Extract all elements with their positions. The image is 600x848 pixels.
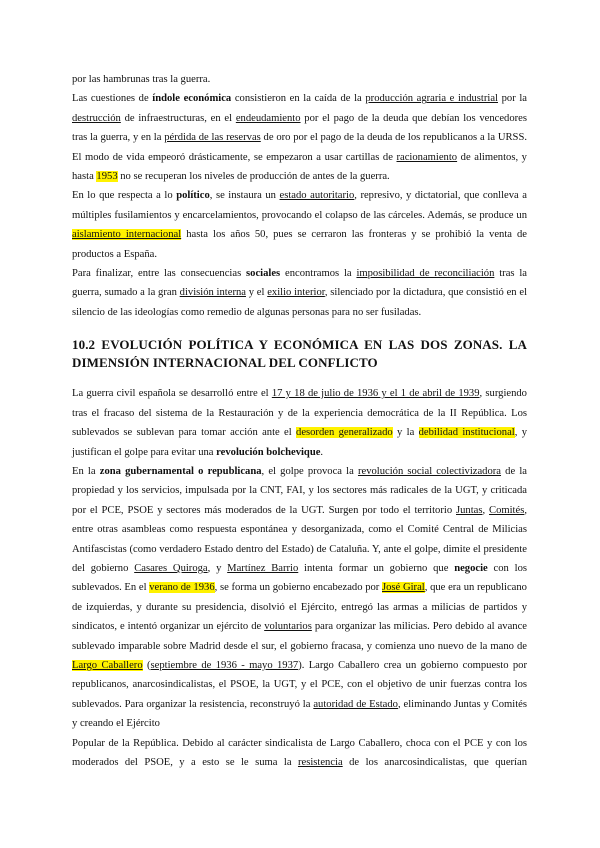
highlighted-text: verano de 1936: [149, 582, 215, 594]
section-heading: 10.2 EVOLUCIÓN POLÍTICA Y ECONÓMICA EN LAS DOS ZONAS. LA DIMENSIÓN INTERNACIONAL DEL CONFLICTO: [72, 337, 527, 371]
paragraph-social: Para finalizar, entre las consecuencias sociales encontramos la imposibilidad de reconciliación tras la guerra, sumado a la gran división interna y el exilio interior, silenciado por la dictadura, que consistió en el silencio de las ideologías como remedio de algunas personas para no ser fusiladas.: [72, 268, 528, 318]
highlighted-text: José Giral: [382, 582, 425, 594]
underlined-term: división interna: [179, 287, 246, 299]
underlined-term: racionamiento: [396, 151, 458, 163]
underlined-term: Martínez Barrio: [227, 562, 299, 574]
underlined-term: imposibilidad de reconciliación: [356, 268, 495, 280]
underlined-term: Juntas: [456, 504, 483, 516]
underlined-term: resistencia: [297, 757, 343, 768]
underlined-term: destrucción: [72, 112, 121, 124]
underlined-term: septiembre de 1936 - mayo 1937: [150, 659, 299, 671]
bold-term: zona gubernamental o republicana: [99, 465, 262, 477]
paragraph-economic: Las cuestiones de índole económica consistieron en la caída de la producción agraria e industrial por la destrucción de infraestructuras, en el endeudamiento por el pago de la deuda que debían los vencedores tras la guerra, y en la pérdida de las reservas de oro por el pago de la deuda de los republicanos a la URSS. El modo de vida empeoró drásticamente, se empezaron a usar cartillas de racionamiento de alimentos, y hasta 1953 no se recuperan los niveles de producción de antes de la guerra.: [72, 93, 527, 183]
bold-term: revolución bolchevique: [216, 446, 321, 458]
underlined-term: 17 y 18 de julio de 1936 y el 1 de abril de 1939: [271, 388, 480, 400]
bold-term: negocie: [454, 562, 488, 574]
document-page: [72, 70, 527, 772]
highlighted-text: aislamiento internacional: [72, 229, 182, 241]
underlined-term: autoridad de Estado: [313, 698, 398, 710]
highlighted-text: debilidad institucional: [418, 427, 515, 439]
underlined-term: exilio interior: [267, 287, 325, 299]
paragraph-republican-zone: En la zona gubernamental o republicana, el golpe provoca la revolución social colectivizadora de la propiedad y los servicios, impulsada por la CNT, FAI, y los sectores más radicales de la UGT, y criticada por el PCE, PSOE y sectores más moderados de la UGT. Surgen por todo el territorio Juntas, Comités, entre otras asambleas como respuesta espontánea y desorganizada, como el Comité Central de Milicias Antifascistas (como verdadero Estado dentro del Estado) de Cataluña. Y, ante el golpe, dimite el presidente del gobierno Casares Quiroga, y Martínez Barrio intenta formar un gobierno que negocie con los sublevados. En el verano de 1936, se forma un gobierno encabezado por José Giral, que era un republicano de izquierdas, y durante su presidencia, disolvió el Ejército, entregó las armas a milicias de partidos y sindicatos, e intentó organizar un ejército de voluntarios para organizar las milicias. Pero debido al avance sublevado imparable sobre Madrid desde el sur, el gobierno fracasa, y comienza uno nuevo de la mano de Largo Caballero (septiembre de 1936 - mayo 1937). Largo Caballero crea un gobierno compuesto por republicanos, anarcosindicalistas, el PSOE, la UGT, y el PCE, con el objetivo de unir fuerzas contra los sublevados. Para organizar la resistencia, reconstruyó la autoridad de Estado, eliminando Juntas y Comités y creando el Ejército: [72, 465, 528, 730]
underlined-term: pérdida de las reservas: [164, 132, 261, 144]
underlined-term: producción agraria e industrial: [365, 93, 498, 105]
underlined-term: Comités: [489, 504, 525, 516]
highlighted-text: desorden generalizado: [296, 427, 393, 439]
underlined-term: endeudamiento: [235, 112, 301, 124]
bold-term: sociales: [246, 268, 281, 280]
highlighted-text: 1953: [96, 171, 118, 183]
underlined-term: revolución social colectivizadora: [357, 465, 502, 477]
bold-term: político: [176, 190, 210, 202]
paragraph-civil-war-intro: La guerra civil española se desarrolló entre el 17 y 18 de julio de 1936 y el 1 de abril de 1939, surgiendo tras el fracaso del sistema de la Restauración y de la experiencia democrática de la II República. Los sublevados se sublevan para tomar acción ante el desorden generalizado y la debilidad institucional, y justifican el golpe para evitar una revolución bolchevique.: [72, 388, 528, 458]
paragraph-popular-army: Popular de la República. Debido al carácter sindicalista de Largo Caballero, choca con el PCE y con los moderados del PSOE, y a esto se le suma la resistencia de los anarcosindicalistas, que querían: [72, 737, 527, 768]
bold-term: índole económica: [152, 93, 232, 105]
paragraph-intro-end: por las hambrunas tras la guerra.: [72, 74, 211, 85]
underlined-term: Casares Quiroga: [134, 562, 208, 574]
underlined-term: estado autoritario: [279, 190, 355, 202]
highlighted-text: Largo Caballero: [72, 659, 143, 671]
underlined-term: voluntarios: [264, 621, 312, 633]
paragraph-political: En lo que respecta a lo político, se instaura un estado autoritario, represivo, y dictatorial, que conlleva a múltiples fusilamientos y encarcelamientos, provocando el colapso de las cárceles. Además, se produce un aislamiento internacional hasta los años 50, pues se cerraron las fronteras y se prohibió la venta de productos a España.: [72, 190, 528, 260]
